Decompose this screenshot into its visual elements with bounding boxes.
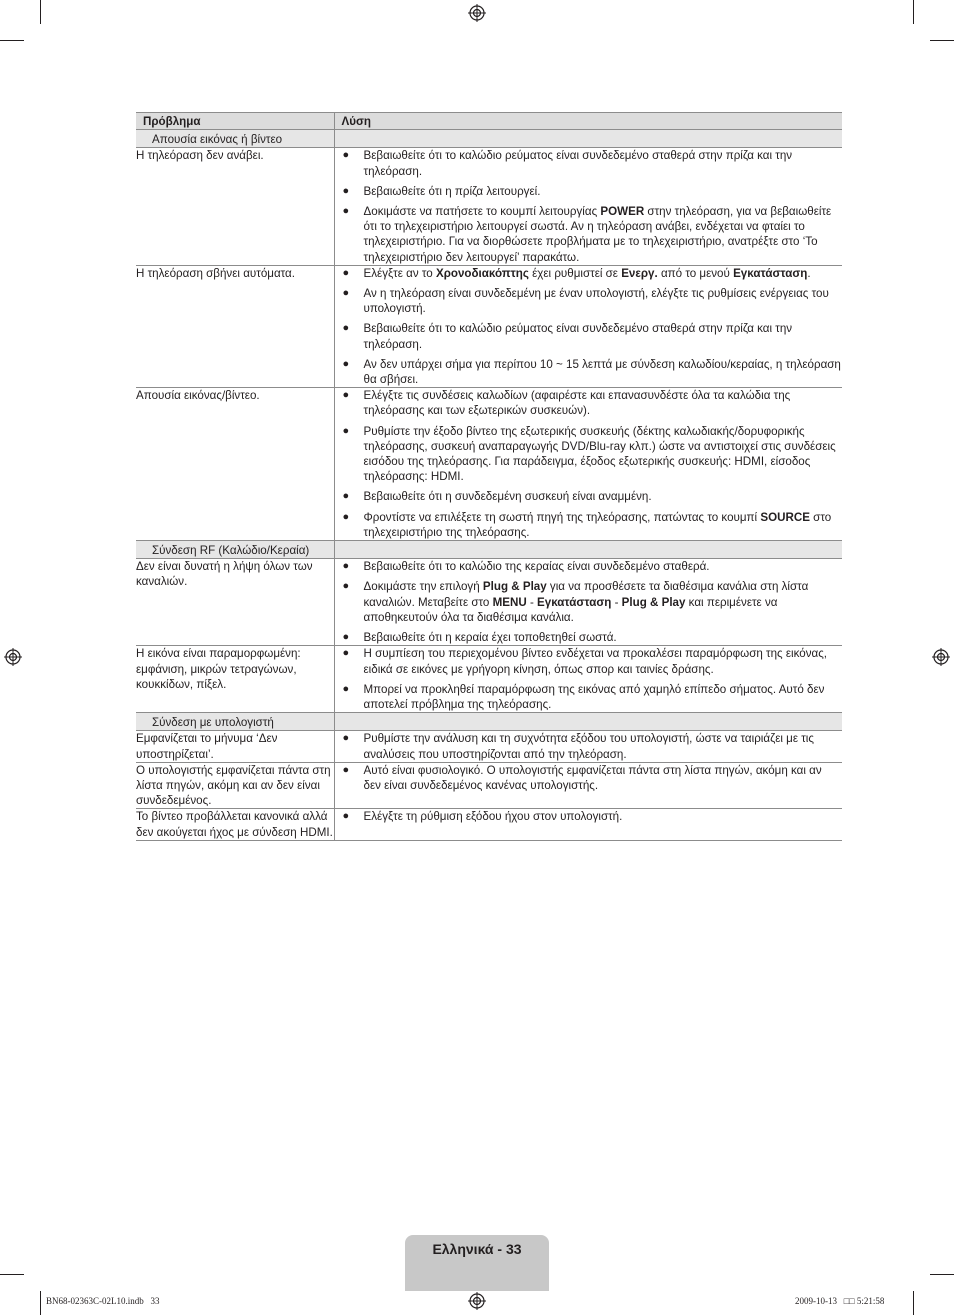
solution-text: Ελέγξτε τη ρύθμιση εξόδου ήχου στον υπολογιστή. (363, 810, 623, 824)
crop-mark (40, 1291, 41, 1315)
solution-cell (334, 646, 842, 713)
bold-term: Ενεργ. (621, 266, 658, 280)
solution-cell (334, 388, 842, 541)
page-number-badge (405, 1235, 549, 1291)
column-header-solution: Λύση (334, 113, 842, 130)
registration-mark-icon (4, 648, 22, 666)
solution-item (335, 388, 843, 418)
solution-item (335, 266, 843, 281)
solution-list (335, 731, 843, 761)
bullet-icon: ● (342, 322, 350, 335)
page-number-label: Ελληνικά - 33 (432, 1241, 522, 1257)
solution-item (335, 559, 843, 574)
registration-mark-icon (932, 648, 950, 666)
solution-cell (334, 762, 842, 809)
bullet-icon: ● (342, 631, 350, 644)
solution-text: Ρυθμίστε την ανάλυση και τη συχνότητα εξόδου του υπολογιστή, ώστε να ταιριάζει με τις αναλύσεις που υποστηρίζονται από την τηλεόραση. (363, 732, 814, 761)
solution-item (335, 424, 843, 485)
bold-term: POWER (600, 205, 645, 219)
solution-text: Βεβαιωθείτε ότι το καλώδιο της κεραίας είναι συνδεδεμένο σταθερά. (363, 560, 710, 574)
crop-mark (40, 0, 41, 24)
solution-text: από το μενού (657, 266, 734, 280)
print-slug-file: BN68-02363C-02L10.indb 33 (46, 1296, 160, 1306)
solution-item (335, 763, 843, 793)
section-row (136, 130, 842, 148)
solution-item (335, 204, 843, 265)
bullet-icon: ● (342, 510, 350, 523)
solution-list (335, 148, 843, 264)
solution-text: για να προσθέσετε τα διαθέσιμα κανάλια στη λίστα καναλιών. Μεταβείτε στο (363, 580, 809, 609)
solution-cell (334, 265, 842, 387)
problem-cell: Η εικόνα είναι παραμορφωμένη: εμφάνιση, μικρών τετραγώνων, κουκκίδων, πίξελ. (136, 646, 334, 713)
solution-text: Φροντίστε να επιλέξετε τη σωστή πηγή της τηλεόρασης, πατώντας το κουμπί (363, 510, 761, 524)
registration-mark-icon (468, 4, 486, 22)
problem-cell: Απουσία εικόνας/βίντεο. (136, 388, 334, 541)
solution-item (335, 357, 843, 387)
solution-text: και περιμένετε να αποθηκευτούν όλα τα διαθέσιμα κανάλια. (363, 595, 778, 624)
solution-text: Δοκιμάστε την επιλογή (363, 580, 483, 594)
table-row (136, 265, 842, 387)
solution-list (335, 559, 843, 645)
solution-text: Βεβαιωθείτε ότι η πρίζα λειτουργεί. (363, 184, 541, 198)
section-filler (334, 130, 842, 148)
bullet-icon: ● (342, 424, 350, 437)
bullet-icon: ● (342, 810, 350, 823)
solution-item (335, 321, 843, 351)
bullet-icon: ● (342, 389, 350, 402)
solution-text: Δοκιμάστε να πατήσετε το κουμπί λειτουργίας (363, 205, 601, 219)
solution-text: Η συμπίεση του περιεχομένου βίντεο ενδέχεται να προκαλέσει παραμόρφωση της εικόνας, ειδικά σε εικόνες με γρήγορη κίνηση, όπως σπορ και ταινίες δράσης. (363, 647, 828, 676)
bullet-icon: ● (342, 560, 350, 573)
table-body (136, 130, 842, 841)
bullet-icon: ● (342, 490, 350, 503)
solution-list (335, 809, 843, 824)
solution-cell (334, 148, 842, 265)
solution-text: στο τηλεχειριστήριο της τηλεόρασης. (363, 510, 832, 539)
bullet-icon: ● (342, 205, 350, 218)
section-title: Σύνδεση RF (Καλώδιο/Κεραία) (136, 541, 334, 559)
table-row (136, 731, 842, 762)
column-header-problem: Πρόβλημα (136, 113, 334, 130)
solution-item (335, 148, 843, 178)
solution-text: έχει ρυθμιστεί σε (528, 266, 622, 280)
bullet-icon: ● (342, 357, 350, 370)
table-row (136, 809, 842, 840)
solution-item (335, 184, 843, 199)
bold-term: Plug & Play (621, 595, 686, 609)
solution-text: Βεβαιωθείτε ότι η κεραία έχει τοποθετηθεί σωστά. (363, 631, 617, 645)
bold-term: SOURCE (760, 510, 810, 524)
bullet-icon: ● (342, 763, 350, 776)
section-title: Σύνδεση με υπολογιστή (136, 713, 334, 731)
table-row (136, 646, 842, 713)
solution-cell (334, 559, 842, 646)
crop-mark (913, 0, 914, 24)
solution-text: Μπορεί να προκληθεί παραμόρφωση της εικόνας από χαμηλό επίπεδο σήματος. Αυτό δεν αποτελεί πρόβλημα της τηλεόρασης. (363, 682, 825, 711)
bullet-icon: ● (342, 682, 350, 695)
table-row (136, 148, 842, 265)
problem-cell: Η τηλεόραση σβήνει αυτόματα. (136, 265, 334, 387)
solution-text: Βεβαιωθείτε ότι η συνδεδεμένη συσκευή είναι αναμμένη. (363, 490, 652, 504)
problem-cell: Δεν είναι δυνατή η λήψη όλων των καναλιών. (136, 559, 334, 646)
crop-mark (0, 1274, 24, 1275)
solution-list (335, 646, 843, 712)
solution-text: Αυτό είναι φυσιολογικό. Ο υπολογιστής εμφανίζεται πάντα στη λίστα πηγών, ακόμη και αν δεν είναι συνδεδεμένος κανένας υπολογιστής. (363, 763, 822, 792)
solution-item (335, 579, 843, 625)
troubleshooting-table (136, 112, 842, 841)
bullet-icon: ● (342, 149, 350, 162)
bold-term: Εγκατάσταση (537, 595, 612, 609)
solution-text: Ρυθμίστε την έξοδο βίντεο της εξωτερικής συσκευής (δέκτης καλωδιακής/δορυφορικής τηλεόρασης, συσκευή αναπαραγωγής DVD/Blu-ray κλπ.) ώστε να αντιστοιχεί στις συνδέσεις εισόδου της τηλεόρασης. Για παράδειγμα, έξοδος εξωτερικής συσκευής: HDMI, είσοδος τηλεόρασης: HDMI. (363, 424, 836, 484)
table-row (136, 388, 842, 541)
bullet-icon: ● (342, 266, 350, 279)
solution-list (335, 388, 843, 540)
solution-text: - (526, 595, 538, 609)
bold-term: Χρονοδιακόπτης (435, 266, 529, 280)
solution-text: Αν η τηλεόραση είναι συνδεδεμένη με έναν υπολογιστή, ελέγξτε τις ρυθμίσεις ενέργειας του υπολογιστή. (363, 287, 829, 316)
solution-text: Αν δεν υπάρχει σήμα για περίπου 10 ~ 15 λεπτά με σύνδεση καλωδίου/κεραίας, η τηλεόραση θα σβήσει. (363, 357, 841, 387)
print-slug-date: 2009-10-13 □□ 5:21:58 (795, 1296, 885, 1306)
crop-mark (913, 1291, 914, 1315)
registration-mark-icon (468, 1292, 486, 1310)
crop-mark (930, 40, 954, 41)
bold-term: Εγκατάσταση (733, 266, 808, 280)
crop-mark (930, 1274, 954, 1275)
crop-mark (0, 40, 24, 41)
solution-text: Βεβαιωθείτε ότι το καλώδιο ρεύματος είναι συνδεδεμένο σταθερά στην πρίζα και την τηλεόραση. (363, 322, 793, 351)
problem-cell: Η τηλεόραση δεν ανάβει. (136, 148, 334, 265)
problem-cell: Εμφανίζεται το μήνυμα ‘Δεν υποστηρίζεται’. (136, 731, 334, 762)
solution-item (335, 646, 843, 676)
bullet-icon: ● (342, 287, 350, 300)
bullet-icon: ● (342, 732, 350, 745)
bullet-icon: ● (342, 580, 350, 593)
solution-text: Ελέγξτε αν το (363, 266, 436, 280)
bold-term: Plug & Play (482, 580, 547, 594)
solution-text: Ελέγξτε τις συνδέσεις καλωδίων (αφαιρέστε και επανασυνδέστε όλα τα καλώδια της τηλεόρασης και των εξωτερικών συσκευών). (363, 389, 791, 418)
solution-cell (334, 731, 842, 762)
table-header-row (136, 113, 842, 130)
section-row (136, 541, 842, 559)
solution-list (335, 266, 843, 387)
solution-item (335, 510, 843, 540)
solution-item (335, 489, 843, 504)
solution-item (335, 286, 843, 316)
solution-item (335, 682, 843, 712)
solution-text: Βεβαιωθείτε ότι το καλώδιο ρεύματος είναι συνδεδεμένο σταθερά στην πρίζα και την τηλεόραση. (363, 149, 793, 178)
solution-item (335, 731, 843, 761)
section-row (136, 713, 842, 731)
section-title: Απουσία εικόνας ή βίντεο (136, 130, 334, 148)
solution-cell (334, 809, 842, 840)
section-filler (334, 713, 842, 731)
bold-term: MENU (492, 595, 527, 609)
bullet-icon: ● (342, 647, 350, 660)
problem-cell: Το βίντεο προβάλλεται κανονικά αλλά δεν ακούγεται ήχος με σύνδεση HDMI. (136, 810, 333, 839)
table-row (136, 559, 842, 646)
bullet-icon: ● (342, 184, 350, 197)
solution-item (335, 809, 843, 824)
solution-item (335, 630, 843, 645)
solution-text: . (807, 266, 811, 280)
solution-list (335, 763, 843, 793)
solution-text: - (611, 595, 622, 609)
problem-cell: Ο υπολογιστής εμφανίζεται πάντα στη λίστα πηγών, ακόμη και αν δεν είναι συνδεδεμένος. (136, 762, 334, 809)
section-filler (334, 541, 842, 559)
solution-text: στην τηλεόραση, για να βεβαιωθείτε ότι το τηλεχειριστήριο λειτουργεί σωστά. Αν η τηλεόραση ανάβει, ενδέχεται να φταίει το τηλεχειριστήριο. Για να διορθώσετε προβλήματα με το τηλεχειριστήριο, ανατρέξτε στο ‘Το τηλεχειριστήριο δεν λειτουργεί’ παρακάτω. (363, 205, 832, 264)
table-row (136, 762, 842, 809)
